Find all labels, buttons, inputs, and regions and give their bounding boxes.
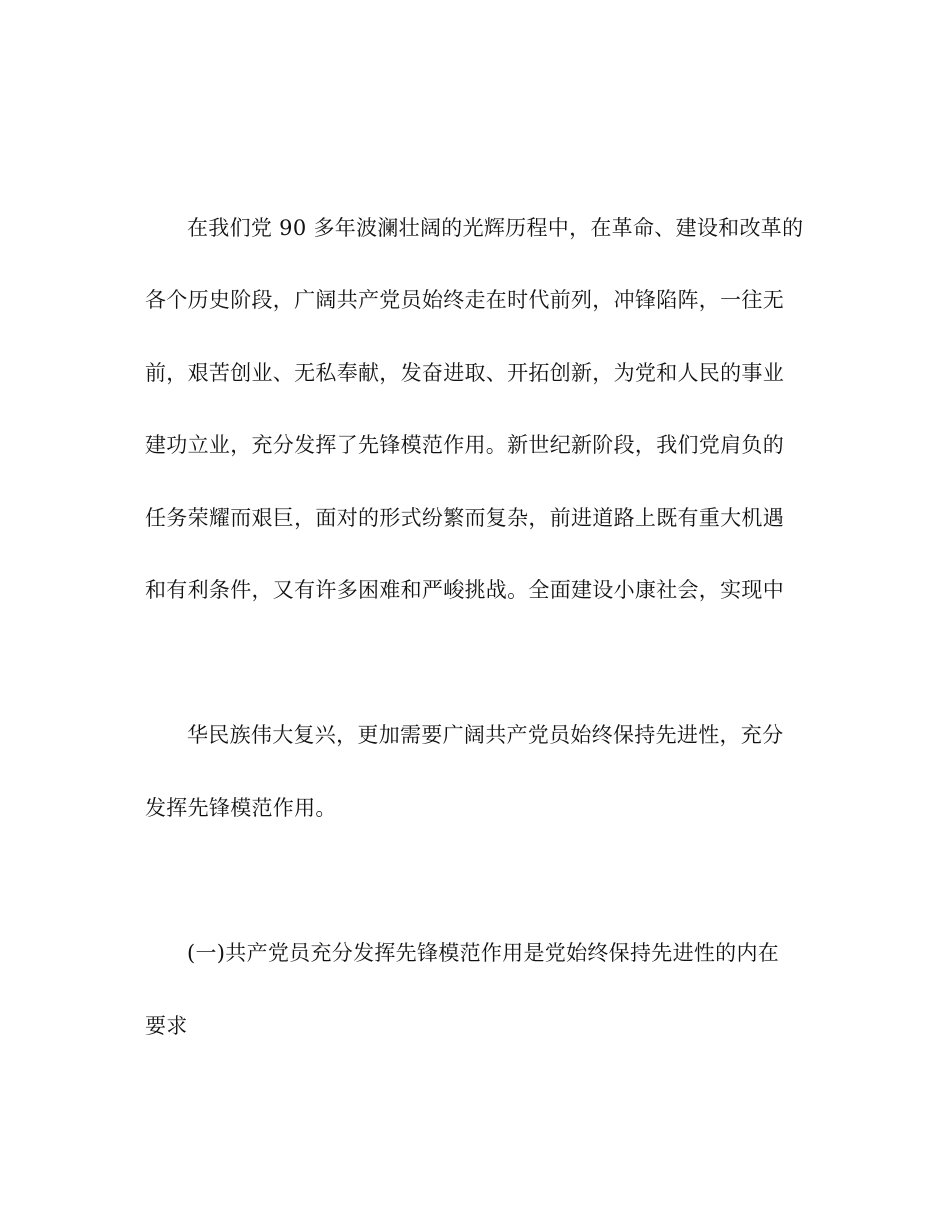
heading-line: (一)共产党员充分发挥先锋模范作用是党始终保持先进性的内在	[187, 941, 780, 965]
text-line: 发挥先锋模范作用。	[145, 796, 337, 820]
text-line: 任务荣耀而艰巨，面对的形式纷繁而复杂，前进道路上既有重大机遇	[145, 506, 784, 530]
text-line: 建功立业，充分发挥了先锋模范作用。新世纪新阶段，我们党肩负的	[145, 433, 784, 457]
text-line: 和有利条件，又有许多困难和严峻挑战。全面建设小康社会，实现中	[145, 578, 784, 602]
text-line: 各个历史阶段，广阔共产党员始终走在时代前列，冲锋陷阵，一往无	[145, 288, 784, 312]
heading-line: 要求	[145, 1014, 188, 1038]
text-line: 华民族伟大复兴，更加需要广阔共产党员始终保持先进性，充分	[187, 723, 784, 747]
text-line: 在我们党 90 多年波澜壮阔的光辉历程中，在革命、建设和改革的	[187, 216, 804, 240]
text-line: 前，艰苦创业、无私奉献，发奋进取、开拓创新，为党和人民的事业	[145, 361, 784, 385]
